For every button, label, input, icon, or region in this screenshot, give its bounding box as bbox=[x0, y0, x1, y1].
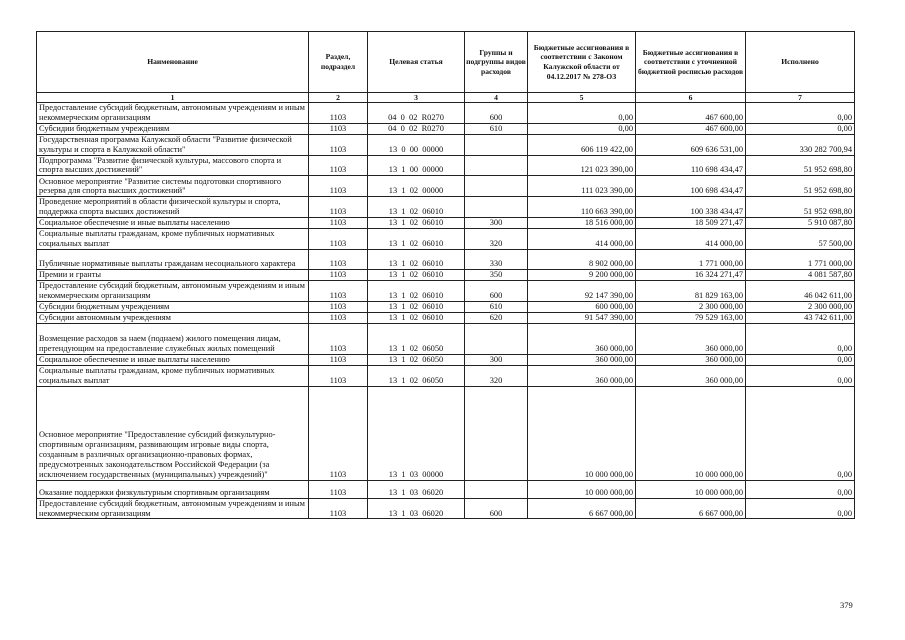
row-law-amount-cell: 10 000 000,00 bbox=[528, 386, 636, 480]
row-name-cell: Государственная программа Калужской области "Развитие физической культуры и спорта в Калужской области" bbox=[37, 134, 309, 155]
row-name-cell: Премии и гранты bbox=[37, 269, 309, 280]
row-revised-amount-cell: 467 600,00 bbox=[636, 123, 746, 134]
row-name-cell: Субсидии бюджетным учреждениям bbox=[37, 123, 309, 134]
row-law-amount-cell: 111 023 390,00 bbox=[528, 176, 636, 197]
table-row bbox=[37, 386, 855, 480]
row-executed-amount-cell: 46 042 611,00 bbox=[746, 280, 855, 301]
row-executed-amount-cell: 51 952 698,80 bbox=[746, 197, 855, 218]
column-number: 7 bbox=[746, 93, 855, 103]
table-row bbox=[37, 123, 855, 134]
row-law-amount-cell: 121 023 390,00 bbox=[528, 155, 636, 176]
row-name-cell: Субсидии автономным учреждениям bbox=[37, 312, 309, 323]
table-row bbox=[37, 498, 855, 519]
row-group-cell: 610 bbox=[465, 123, 528, 134]
col-header-revised: Бюджетные ассигнования в соответствии с уточненной бюджетной росписью расходов bbox=[636, 32, 746, 93]
col-header-section: Раздел, подраздел bbox=[309, 32, 368, 93]
row-name-cell: Социальные выплаты гражданам, кроме публичных нормативных социальных выплат bbox=[37, 365, 309, 386]
row-law-amount-cell: 360 000,00 bbox=[528, 354, 636, 365]
row-revised-amount-cell: 467 600,00 bbox=[636, 103, 746, 124]
row-section-cell: 1103 bbox=[309, 229, 368, 250]
row-revised-amount-cell: 79 529 163,00 bbox=[636, 312, 746, 323]
row-executed-amount-cell: 4 081 587,80 bbox=[746, 269, 855, 280]
row-name-cell: Предоставление субсидий бюджетным, автономным учреждениям и иным некоммерческим организациям bbox=[37, 498, 309, 519]
row-group-cell: 320 bbox=[465, 365, 528, 386]
row-revised-amount-cell: 100 698 434,47 bbox=[636, 176, 746, 197]
row-group-cell: 600 bbox=[465, 498, 528, 519]
row-target-cell: 13 1 02 06050 bbox=[368, 365, 465, 386]
row-target-cell: 13 1 02 06050 bbox=[368, 354, 465, 365]
row-executed-amount-cell: 330 282 700,94 bbox=[746, 134, 855, 155]
table-row bbox=[37, 197, 855, 218]
row-target-cell: 04 0 02 R0270 bbox=[368, 123, 465, 134]
row-target-cell: 13 1 02 00000 bbox=[368, 176, 465, 197]
row-target-cell: 13 1 02 06010 bbox=[368, 269, 465, 280]
row-law-amount-cell: 110 663 390,00 bbox=[528, 197, 636, 218]
row-section-cell: 1103 bbox=[309, 249, 368, 269]
row-section-cell: 1103 bbox=[309, 269, 368, 280]
row-executed-amount-cell: 51 952 698,80 bbox=[746, 155, 855, 176]
row-group-cell: 600 bbox=[465, 103, 528, 124]
col-header-name: Наименование bbox=[37, 32, 309, 93]
row-target-cell: 04 0 02 R0270 bbox=[368, 103, 465, 124]
row-group-cell bbox=[465, 197, 528, 218]
row-law-amount-cell: 360 000,00 bbox=[528, 365, 636, 386]
row-section-cell: 1103 bbox=[309, 323, 368, 354]
row-group-cell: 300 bbox=[465, 218, 528, 229]
row-target-cell: 13 1 02 06010 bbox=[368, 249, 465, 269]
row-executed-amount-cell: 0,00 bbox=[746, 354, 855, 365]
row-revised-amount-cell: 414 000,00 bbox=[636, 229, 746, 250]
row-revised-amount-cell: 18 509 271,47 bbox=[636, 218, 746, 229]
table-row bbox=[37, 229, 855, 250]
row-revised-amount-cell: 10 000 000,00 bbox=[636, 480, 746, 498]
table-row bbox=[37, 354, 855, 365]
row-revised-amount-cell: 16 324 271,47 bbox=[636, 269, 746, 280]
budget-table bbox=[36, 31, 855, 519]
row-name-cell: Субсидии бюджетным учреждениям bbox=[37, 301, 309, 312]
row-name-cell: Возмещение расходов за наем (поднаем) жилого помещения лицам, претендующим на предоставление служебных жилых помещений bbox=[37, 323, 309, 354]
row-group-cell: 320 bbox=[465, 229, 528, 250]
column-number: 6 bbox=[636, 93, 746, 103]
row-group-cell bbox=[465, 155, 528, 176]
row-revised-amount-cell: 609 636 531,00 bbox=[636, 134, 746, 155]
row-executed-amount-cell: 0,00 bbox=[746, 386, 855, 480]
row-law-amount-cell: 0,00 bbox=[528, 103, 636, 124]
table-body bbox=[37, 103, 855, 519]
row-revised-amount-cell: 81 829 163,00 bbox=[636, 280, 746, 301]
row-executed-amount-cell: 0,00 bbox=[746, 123, 855, 134]
table-header bbox=[37, 32, 855, 103]
row-revised-amount-cell: 1 771 000,00 bbox=[636, 249, 746, 269]
table-row bbox=[37, 365, 855, 386]
row-name-cell: Социальное обеспечение и иные выплаты населению bbox=[37, 218, 309, 229]
row-name-cell: Проведение мероприятий в области физической культуры и спорта, поддержка спорта высших достижений bbox=[37, 197, 309, 218]
row-target-cell: 13 1 03 06020 bbox=[368, 480, 465, 498]
row-revised-amount-cell: 6 667 000,00 bbox=[636, 498, 746, 519]
column-number: 2 bbox=[309, 93, 368, 103]
table-row bbox=[37, 269, 855, 280]
row-target-cell: 13 1 02 06050 bbox=[368, 323, 465, 354]
row-executed-amount-cell: 0,00 bbox=[746, 498, 855, 519]
row-law-amount-cell: 606 119 422,00 bbox=[528, 134, 636, 155]
table-row bbox=[37, 155, 855, 176]
row-section-cell: 1103 bbox=[309, 498, 368, 519]
row-revised-amount-cell: 2 300 000,00 bbox=[636, 301, 746, 312]
row-law-amount-cell: 8 902 000,00 bbox=[528, 249, 636, 269]
row-target-cell: 13 1 03 00000 bbox=[368, 386, 465, 480]
row-group-cell: 330 bbox=[465, 249, 528, 269]
row-section-cell: 1103 bbox=[309, 312, 368, 323]
row-executed-amount-cell: 0,00 bbox=[746, 323, 855, 354]
table-row bbox=[37, 323, 855, 354]
row-name-cell: Социальное обеспечение и иные выплаты населению bbox=[37, 354, 309, 365]
row-executed-amount-cell: 43 742 611,00 bbox=[746, 312, 855, 323]
col-header-target: Целевая статья bbox=[368, 32, 465, 93]
table-row bbox=[37, 480, 855, 498]
row-section-cell: 1103 bbox=[309, 155, 368, 176]
row-target-cell: 13 1 02 06010 bbox=[368, 218, 465, 229]
row-executed-amount-cell: 1 771 000,00 bbox=[746, 249, 855, 269]
row-name-cell: Социальные выплаты гражданам, кроме публичных нормативных социальных выплат bbox=[37, 229, 309, 250]
row-target-cell: 13 1 02 06010 bbox=[368, 301, 465, 312]
row-law-amount-cell: 360 000,00 bbox=[528, 323, 636, 354]
row-executed-amount-cell: 0,00 bbox=[746, 480, 855, 498]
row-law-amount-cell: 414 000,00 bbox=[528, 229, 636, 250]
row-revised-amount-cell: 10 000 000,00 bbox=[636, 386, 746, 480]
row-group-cell bbox=[465, 480, 528, 498]
row-section-cell: 1103 bbox=[309, 480, 368, 498]
row-group-cell bbox=[465, 323, 528, 354]
col-header-law: Бюджетные ассигнования в соответствии с Законом Калужской области от 04.12.2017 № 278-ОЗ bbox=[528, 32, 636, 93]
column-number: 3 bbox=[368, 93, 465, 103]
row-section-cell: 1103 bbox=[309, 123, 368, 134]
table-row bbox=[37, 103, 855, 124]
table-row bbox=[37, 134, 855, 155]
row-section-cell: 1103 bbox=[309, 365, 368, 386]
row-name-cell: Подпрограмма "Развитие физической культуры, массового спорта и спорта высших достижений" bbox=[37, 155, 309, 176]
row-name-cell: Публичные нормативные выплаты гражданам несоциального характера bbox=[37, 249, 309, 269]
row-law-amount-cell: 0,00 bbox=[528, 123, 636, 134]
row-executed-amount-cell: 51 952 698,80 bbox=[746, 176, 855, 197]
row-section-cell: 1103 bbox=[309, 176, 368, 197]
row-group-cell: 600 bbox=[465, 280, 528, 301]
row-law-amount-cell: 91 547 390,00 bbox=[528, 312, 636, 323]
row-name-cell: Оказание поддержки физкультурным спортивным организациям bbox=[37, 480, 309, 498]
col-header-executed: Исполнено bbox=[746, 32, 855, 93]
row-revised-amount-cell: 110 698 434,47 bbox=[636, 155, 746, 176]
row-group-cell bbox=[465, 176, 528, 197]
row-name-cell: Основное мероприятие "Развитие системы подготовки спортивного резерва для спорта высших достижений" bbox=[37, 176, 309, 197]
row-name-cell: Предоставление субсидий бюджетным, автономным учреждениям и иным некоммерческим организациям bbox=[37, 280, 309, 301]
row-law-amount-cell: 6 667 000,00 bbox=[528, 498, 636, 519]
column-number-row bbox=[37, 93, 855, 103]
row-law-amount-cell: 18 516 000,00 bbox=[528, 218, 636, 229]
row-group-cell: 610 bbox=[465, 301, 528, 312]
row-executed-amount-cell: 0,00 bbox=[746, 103, 855, 124]
row-section-cell: 1103 bbox=[309, 354, 368, 365]
row-section-cell: 1103 bbox=[309, 280, 368, 301]
row-target-cell: 13 1 02 06010 bbox=[368, 312, 465, 323]
row-section-cell: 1103 bbox=[309, 134, 368, 155]
row-law-amount-cell: 92 147 390,00 bbox=[528, 280, 636, 301]
row-executed-amount-cell: 2 300 000,00 bbox=[746, 301, 855, 312]
row-law-amount-cell: 10 000 000,00 bbox=[528, 480, 636, 498]
row-revised-amount-cell: 100 338 434,47 bbox=[636, 197, 746, 218]
col-header-groups: Группы и подгруппы видов расходов bbox=[465, 32, 528, 93]
row-revised-amount-cell: 360 000,00 bbox=[636, 365, 746, 386]
row-section-cell: 1103 bbox=[309, 103, 368, 124]
row-section-cell: 1103 bbox=[309, 197, 368, 218]
row-target-cell: 13 0 00 00000 bbox=[368, 134, 465, 155]
table-row bbox=[37, 249, 855, 269]
row-law-amount-cell: 9 200 000,00 bbox=[528, 269, 636, 280]
row-executed-amount-cell: 57 500,00 bbox=[746, 229, 855, 250]
row-target-cell: 13 1 02 06010 bbox=[368, 197, 465, 218]
row-law-amount-cell: 600 000,00 bbox=[528, 301, 636, 312]
row-group-cell bbox=[465, 134, 528, 155]
table-row bbox=[37, 218, 855, 229]
row-group-cell: 350 bbox=[465, 269, 528, 280]
row-executed-amount-cell: 0,00 bbox=[746, 365, 855, 386]
row-target-cell: 13 1 02 06010 bbox=[368, 280, 465, 301]
row-revised-amount-cell: 360 000,00 bbox=[636, 354, 746, 365]
column-number: 1 bbox=[37, 93, 309, 103]
row-section-cell: 1103 bbox=[309, 218, 368, 229]
page-number: 379 bbox=[840, 600, 853, 610]
table-row bbox=[37, 176, 855, 197]
row-group-cell: 620 bbox=[465, 312, 528, 323]
row-target-cell: 13 1 02 06010 bbox=[368, 229, 465, 250]
column-number: 5 bbox=[528, 93, 636, 103]
row-group-cell bbox=[465, 386, 528, 480]
row-revised-amount-cell: 360 000,00 bbox=[636, 323, 746, 354]
row-name-cell: Предоставление субсидий бюджетным, автономным учреждениям и иным некоммерческим организациям bbox=[37, 103, 309, 124]
row-group-cell: 300 bbox=[465, 354, 528, 365]
row-section-cell: 1103 bbox=[309, 301, 368, 312]
row-name-cell: Основное мероприятие "Предоставление субсидий физкультурно-спортивным организациям, развивающим игровые виды спорта, созданным в различных организационно-правовых формах, предусмотренных законодательством Российской Федерации (за исключением государственных (муниципальных) учреждений)" bbox=[37, 386, 309, 480]
table-row bbox=[37, 301, 855, 312]
column-number: 4 bbox=[465, 93, 528, 103]
row-section-cell: 1103 bbox=[309, 386, 368, 480]
row-target-cell: 13 1 00 00000 bbox=[368, 155, 465, 176]
row-target-cell: 13 1 03 06020 bbox=[368, 498, 465, 519]
table-row bbox=[37, 312, 855, 323]
row-executed-amount-cell: 5 910 087,80 bbox=[746, 218, 855, 229]
table-row bbox=[37, 280, 855, 301]
